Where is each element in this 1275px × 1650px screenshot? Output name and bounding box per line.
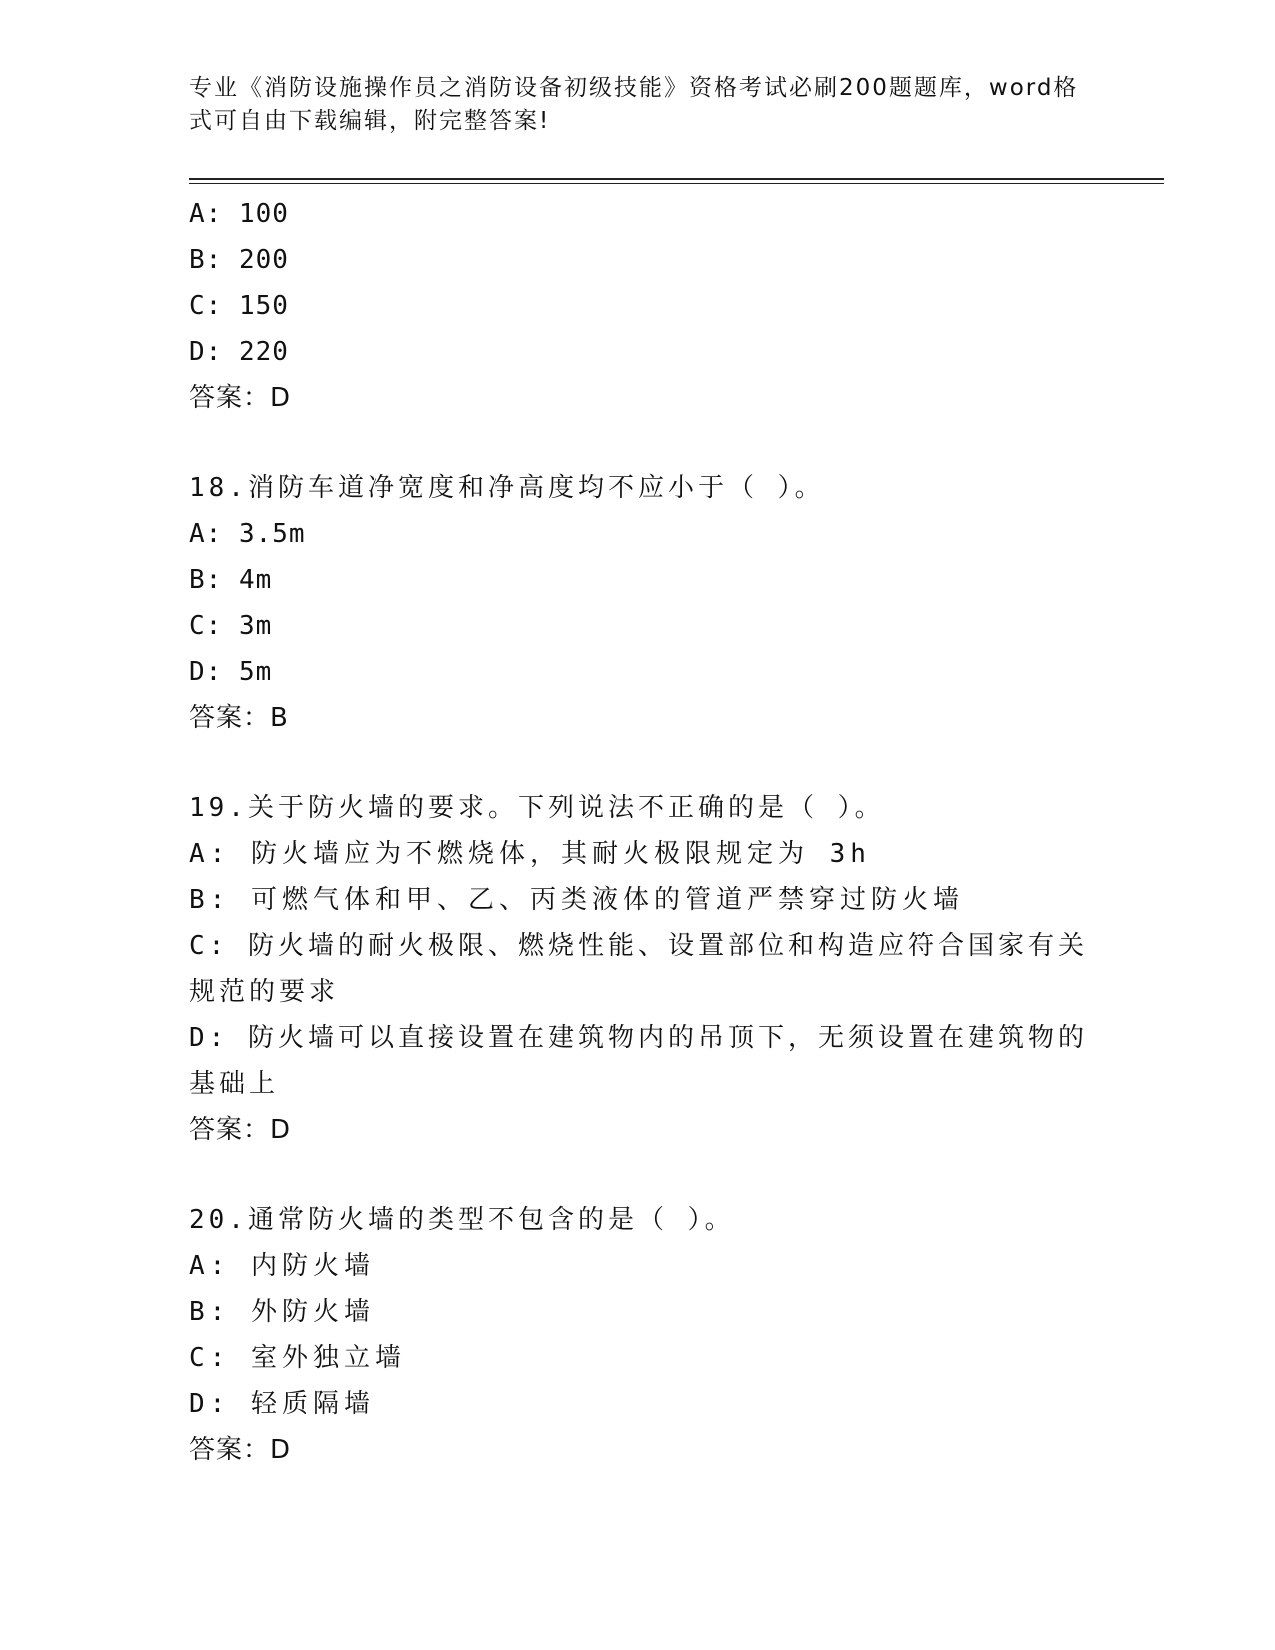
question-stem: 18.消防车道净宽度和净高度均不应小于（ ）。 bbox=[189, 473, 825, 503]
spacer bbox=[189, 1153, 1089, 1197]
option-d: D: 220 bbox=[189, 337, 289, 367]
document-header: 专业《消防设施操作员之消防设备初级技能》资格考试必刷200题题库，word格式可自由下载编辑，附完整答案! bbox=[189, 75, 1079, 134]
option-c: C: 3m bbox=[189, 611, 273, 641]
option-c: C: 防火墙的耐火极限、燃烧性能、设置部位和构造应符合国家有关规范的要求 bbox=[189, 931, 1088, 1007]
option-d: D: 5m bbox=[189, 657, 273, 687]
option-c: C: 室外独立墙 bbox=[189, 1343, 406, 1373]
question-19 bbox=[189, 785, 1089, 1153]
option-a: A: 3.5m bbox=[189, 519, 306, 549]
question-20 bbox=[189, 1197, 1089, 1473]
answer-line: 答案：D bbox=[189, 1435, 292, 1465]
option-d: D: 轻质隔墙 bbox=[189, 1389, 375, 1419]
option-a: A: 100 bbox=[189, 199, 289, 229]
option-b: B: 200 bbox=[189, 245, 289, 275]
option-b: B: 4m bbox=[189, 565, 273, 595]
option-d: D: 防火墙可以直接设置在建筑物内的吊顶下，无须设置在建筑物的基础上 bbox=[189, 1023, 1088, 1099]
header-rule-thin bbox=[189, 183, 1164, 184]
answer-line: 答案：B bbox=[189, 703, 289, 733]
spacer bbox=[189, 421, 1089, 465]
question-17 bbox=[189, 191, 1089, 421]
spacer bbox=[189, 741, 1089, 785]
question-list bbox=[189, 191, 1089, 1473]
option-a: A: 防火墙应为不燃烧体，其耐火极限规定为 3h bbox=[189, 839, 871, 869]
question-stem: 19.关于防火墙的要求。下列说法不正确的是（ ）。 bbox=[189, 793, 885, 823]
option-c: C: 150 bbox=[189, 291, 289, 321]
question-stem: 20.通常防火墙的类型不包含的是（ ）。 bbox=[189, 1205, 735, 1235]
option-b: B: 可燃气体和甲、乙、丙类液体的管道严禁穿过防火墙 bbox=[189, 885, 964, 915]
answer-line: 答案：D bbox=[189, 1115, 292, 1145]
header-rule-thick bbox=[189, 178, 1164, 180]
answer-line: 答案：D bbox=[189, 383, 292, 413]
question-18 bbox=[189, 465, 1089, 741]
option-a: A: 内防火墙 bbox=[189, 1251, 375, 1281]
option-b: B: 外防火墙 bbox=[189, 1297, 375, 1327]
